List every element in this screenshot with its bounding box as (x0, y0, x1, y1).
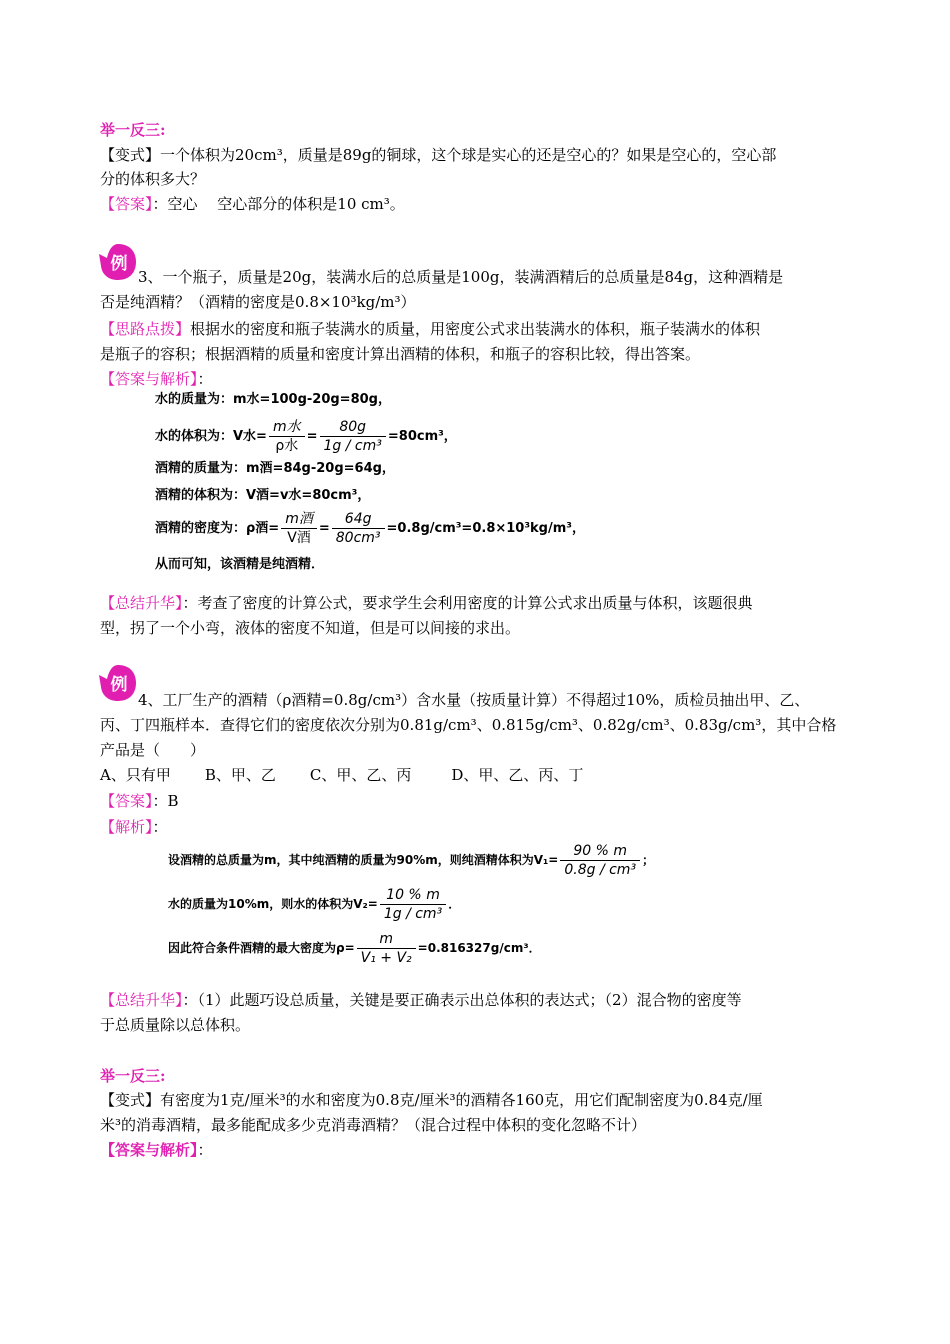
option-d: D、甲、乙、丙、丁 (451, 766, 584, 784)
fraction: $\frac{\text{m水}}{\text{ρ水}}$ (269, 418, 305, 455)
example-badge-icon (98, 663, 138, 703)
fraction: $\frac{64g}{\text{80cm³}}$ (332, 510, 385, 547)
summary-tag: 【总结升华】 (100, 594, 183, 612)
solution-step: 酒精的体积为：V酒=v水=80cm³， (155, 488, 371, 503)
fraction: $\frac{\text{m酒}}{\text{V酒}}$ (281, 510, 317, 547)
hint-tag: 【思路点拨】 (100, 320, 191, 338)
fraction: $\frac{10 \% m}{\text{1g / cm³}}$ (380, 886, 446, 923)
answer-line (100, 194, 405, 214)
solution-step: 水的体积为：V水= $\frac{\text{m水}}{\text{ρ水}}$ = $\frac{80g}{\text{1g / cm³}}$ =80cm³， (155, 419, 457, 454)
answer-text: ：空心 空心部分的体积是10 cm³。 (152, 195, 405, 213)
summary-text: ：（1）此题巧设总质量，关键是要正确表示出总体积的表达式；（2）混合物的密度等 (182, 991, 742, 1009)
summary-tag: 【总结升华】 (100, 991, 183, 1009)
example4-line2: 丙、丁四瓶样本．查得它们的密度依次分别为0.81g/cm³、0.815g/cm³、0.82g/cm³、0.83g/cm³，其中合格 (100, 716, 837, 734)
answer-analysis-colon: ： (197, 1141, 213, 1159)
option-c: C、甲、乙、丙 (309, 766, 412, 784)
example3-line2: 否是纯酒精？（酒精的密度是0.8×10³kg/m³） (100, 293, 416, 311)
fraction: $\frac{m}{\text{V₁ + V₂}}$ (357, 930, 416, 967)
answer-analysis-tag: 【答案与解析】 (100, 1141, 198, 1159)
fraction: $\frac{90 \% m}{\text{0.8g / cm³}}$ (560, 842, 640, 879)
answer-tag: 【答案】 (100, 792, 153, 810)
variant-text: 有密度为1克/厘米³的水和密度为0.8克/厘米³的酒精各160克，用它们配制密度为0.84克/厘 (160, 1091, 763, 1109)
variant-line-2: 米³的消毒酒精，最多能配成多少克消毒酒精？（混合过程中体积的变化忽略不计） (100, 1116, 647, 1134)
section-heading: 举一反三: (100, 121, 166, 139)
fraction: $\frac{80g}{\text{1g / cm³}}$ (320, 418, 386, 455)
example4-line3: 产品是（ ） (100, 741, 206, 759)
example3-line1: 3、一个瓶子，质量是20g，装满水后的总质量是100g，装满酒精后的总质量是84g，这种酒精是 (138, 268, 784, 286)
summary-text: ：考查了密度的计算公式，要求学生会利用密度的计算公式求出质量与体积，该题很典 (182, 594, 753, 612)
variant-text: 一个体积为20cm³，质量是89g的铜球，这个球是实心的还是空心的？如果是空心的，空心部 (160, 146, 777, 164)
options-row (100, 765, 583, 785)
svg-text:例: 例 (110, 675, 128, 695)
section-heading: 举一反三: (100, 1067, 166, 1085)
variant-line-2: 分的体积多大？ (100, 170, 206, 188)
variant-line (100, 145, 776, 165)
summary-line-2: 于总质量除以总体积。 (100, 1016, 251, 1034)
solution-step: 从而可知，该酒精是纯酒精． (155, 557, 325, 572)
analysis-line (100, 817, 168, 837)
summary-line (100, 593, 753, 613)
hint-text: 根据水的密度和瓶子装满水的质量，用密度公式求出装满水的体积，瓶子装满水的体积 (190, 320, 761, 338)
answer-analysis-line (100, 369, 213, 389)
analysis-colon: ： (152, 818, 168, 836)
answer-analysis-line (100, 1140, 213, 1160)
analysis-tag: 【解析】 (100, 818, 153, 836)
answer-analysis-tag: 【答案与解析】 (100, 370, 198, 388)
variant-tag: 【变式】 (100, 146, 161, 164)
solution-step: 酒精的密度为：ρ酒= $\frac{\text{m酒}}{\text{V酒}}$ = $\frac{64g}{\text{80cm³}}$ =0.8g/cm³=0.8×10³kg/m³， (155, 511, 585, 546)
solution-step: 因此符合条件酒精的最大密度为ρ= $\frac{m}{\text{V₁ + V₂}}$ =0.816327g/cm³． (168, 931, 541, 966)
answer-line (100, 791, 179, 811)
example4-line1: 4、工厂生产的酒精（ρ酒精=0.8g/cm³）含水量（按质量计算）不得超过10%，质检员抽出甲、乙、 (138, 691, 810, 709)
hint-line (100, 319, 760, 339)
solution-step: 酒精的质量为：m酒=84g-20g=64g， (155, 461, 395, 476)
summary-line-2: 型，拐了一个小弯，液体的密度不知道，但是可以间接的求出。 (100, 619, 521, 637)
variant-tag: 【变式】 (100, 1091, 161, 1109)
variant-line (100, 1090, 763, 1110)
example-badge-icon (98, 242, 138, 282)
answer-text: ：B (152, 792, 179, 810)
solution-step: 水的质量为10%m，则水的体积为V₂= $\frac{10 \% m}{\text{1g / cm³}}$ ． (168, 887, 461, 922)
answer-tag: 【答案】 (100, 195, 153, 213)
solution-step: 水的质量为：m水=100g-20g=80g， (155, 392, 391, 407)
option-a: A、只有甲 (100, 766, 171, 784)
summary-line (100, 990, 742, 1010)
solution-step: 设酒精的总质量为m，其中纯酒精的质量为90%m，则纯酒精体积为V₁= $\frac{90 \% m}{\text{0.8g / cm³}}$ ； (168, 843, 655, 878)
answer-analysis-colon: ： (197, 370, 213, 388)
svg-text:例: 例 (110, 254, 128, 274)
option-b: B、甲、乙 (204, 766, 276, 784)
hint-line-2: 是瓶子的容积；根据酒精的质量和密度计算出酒精的体积，和瓶子的容积比较，得出答案。 (100, 345, 701, 363)
